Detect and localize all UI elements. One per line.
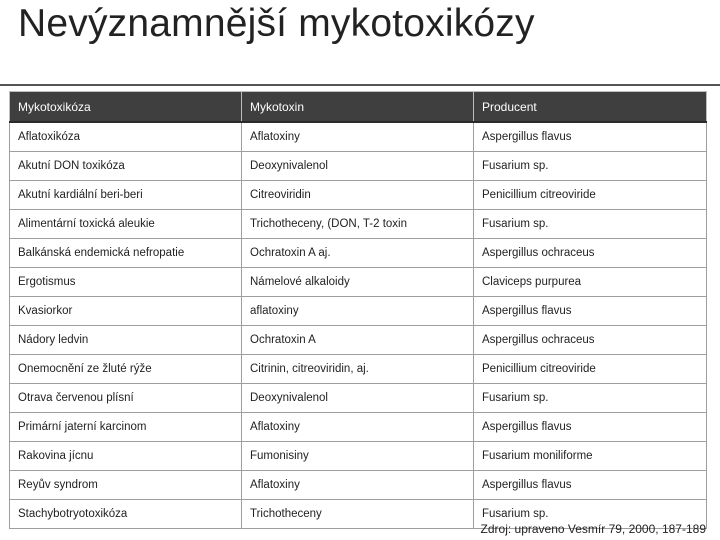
cell-mycotoxicosis: Reyův syndrom [10, 471, 242, 500]
cell-mycotoxin: Trichotheceny, (DON, T-2 toxin [242, 210, 474, 239]
cell-mycotoxicosis: Nádory ledvin [10, 326, 242, 355]
cell-mycotoxicosis: Akutní kardiální beri-beri [10, 181, 242, 210]
cell-mycotoxin: Aflatoxiny [242, 471, 474, 500]
table-row [10, 239, 707, 268]
mycotoxicoses-table [9, 91, 707, 529]
table-row [10, 210, 707, 239]
title-divider [0, 84, 720, 86]
cell-mycotoxicosis: Kvasiorkor [10, 297, 242, 326]
cell-producer: Aspergillus flavus [474, 413, 707, 442]
cell-producer: Aspergillus flavus [474, 471, 707, 500]
table-row [10, 384, 707, 413]
cell-mycotoxicosis: Alimentární toxická aleukie [10, 210, 242, 239]
slide-title: Nevýznamnější mykotoxikózy [18, 2, 535, 45]
cell-producer: Fusarium sp. [474, 500, 707, 529]
table-row [10, 442, 707, 471]
cell-mycotoxin: Aflatoxiny [242, 413, 474, 442]
source-note: Zdroj: upraveno Vesmír 79, 2000, 187-189 [480, 522, 706, 536]
cell-mycotoxicosis: Onemocnění ze žluté rýže [10, 355, 242, 384]
cell-producer: Penicillium citreoviride [474, 355, 707, 384]
cell-mycotoxin: aflatoxiny [242, 297, 474, 326]
column-header-producer: Producent [474, 92, 707, 123]
table-body [10, 122, 707, 529]
cell-mycotoxicosis: Balkánská endemická nefropatie [10, 239, 242, 268]
cell-mycotoxin: Fumonisiny [242, 442, 474, 471]
table-row [10, 297, 707, 326]
cell-producer: Aspergillus ochraceus [474, 239, 707, 268]
table-header-row [10, 92, 707, 123]
table-row [10, 413, 707, 442]
table-row [10, 355, 707, 384]
cell-mycotoxin: Ochratoxin A aj. [242, 239, 474, 268]
cell-producer: Aspergillus flavus [474, 297, 707, 326]
cell-producer: Fusarium sp. [474, 210, 707, 239]
cell-mycotoxin: Trichotheceny [242, 500, 474, 529]
cell-mycotoxin: Deoxynivalenol [242, 152, 474, 181]
table-row [10, 326, 707, 355]
cell-producer: Fusarium moniliforme [474, 442, 707, 471]
cell-producer: Penicillium citreoviride [474, 181, 707, 210]
cell-mycotoxicosis: Otrava červenou plísní [10, 384, 242, 413]
cell-mycotoxicosis: Stachybotryotoxikóza [10, 500, 242, 529]
cell-mycotoxin: Citreoviridin [242, 181, 474, 210]
cell-mycotoxin: Námelové alkaloidy [242, 268, 474, 297]
column-header-mycotoxin: Mykotoxin [242, 92, 474, 123]
cell-mycotoxicosis: Ergotismus [10, 268, 242, 297]
cell-mycotoxicosis: Akutní DON toxikóza [10, 152, 242, 181]
table-row [10, 268, 707, 297]
cell-mycotoxicosis: Primární jaterní karcinom [10, 413, 242, 442]
cell-producer: Aspergillus flavus [474, 122, 707, 152]
cell-mycotoxicosis: Aflatoxikóza [10, 122, 242, 152]
table-row [10, 152, 707, 181]
cell-producer: Fusarium sp. [474, 384, 707, 413]
cell-mycotoxin: Deoxynivalenol [242, 384, 474, 413]
column-header-mycotoxicosis: Mykotoxikóza [10, 92, 242, 123]
table-row [10, 181, 707, 210]
cell-mycotoxicosis: Rakovina jícnu [10, 442, 242, 471]
cell-producer: Aspergillus ochraceus [474, 326, 707, 355]
table-row [10, 122, 707, 152]
cell-producer: Claviceps purpurea [474, 268, 707, 297]
table-row [10, 471, 707, 500]
cell-producer: Fusarium sp. [474, 152, 707, 181]
cell-mycotoxin: Aflatoxiny [242, 122, 474, 152]
cell-mycotoxin: Ochratoxin A [242, 326, 474, 355]
cell-mycotoxin: Citrinin, citreoviridin, aj. [242, 355, 474, 384]
